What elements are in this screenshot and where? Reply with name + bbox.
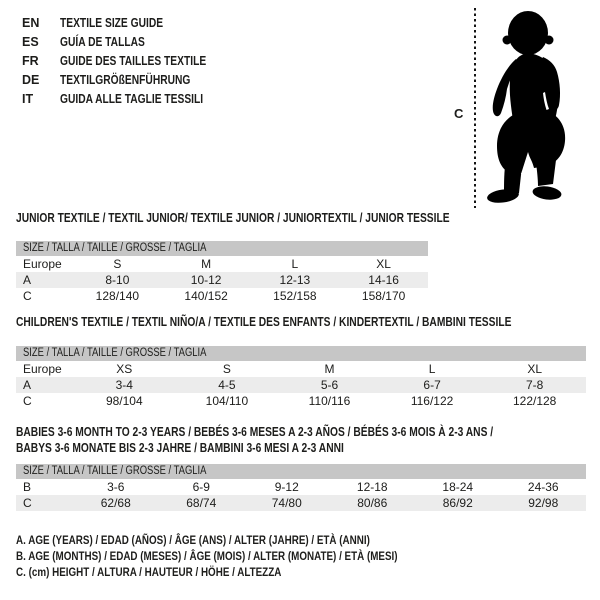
row-label: A (23, 378, 32, 392)
table-row (16, 361, 586, 377)
table-cell: L (428, 362, 436, 376)
table-cell: 8-10 (105, 273, 130, 287)
section-childrens-textile (16, 315, 586, 409)
row-label: C (23, 496, 32, 510)
table-cell: 3-4 (115, 378, 133, 392)
table-cell: S (113, 257, 122, 271)
table-row (16, 377, 586, 393)
lang-title: GUIDE DES TAILLES TEXTILE (60, 54, 207, 68)
section-title: BABIES 3-6 MONTH TO 2-3 YEARS / BEBÉS 3-6 MESES A 2-3 AÑOS / BÉBÉS 3-6 MOIS À 2-3 ANS / BABYS 3-6 MONATE BIS 2-3 JAHRE / BAMBINI 3-6 MESI A 2-3 ANNI (16, 425, 494, 455)
table-cell: 3-6 (107, 480, 125, 494)
lang-title: GUIDA ALLE TAGLIE TESSILI (60, 92, 204, 106)
lang-row-de (22, 71, 238, 90)
row-label: B (23, 480, 32, 494)
table-cell: 74/80 (271, 496, 302, 510)
table-cell: M (201, 257, 212, 271)
height-measure-dotted-line (474, 8, 476, 208)
footnote-c: C. (cm) HEIGHT / ALTURA / HAUTEUR / HÖHE / ALTEZZA (16, 565, 282, 579)
footnotes-block (16, 532, 481, 580)
table-cell: S (222, 362, 231, 376)
table-cell: M (324, 362, 335, 376)
table-cell: 12-13 (279, 273, 311, 287)
table-cell: 110/116 (308, 394, 351, 408)
lang-row-it (22, 90, 238, 109)
table-cell: 4-5 (218, 378, 236, 392)
section-babies-textile (16, 424, 586, 511)
lang-code: IT (22, 92, 34, 106)
table-cell: 7-8 (526, 378, 544, 392)
row-label: C (23, 289, 32, 303)
size-table-junior (16, 241, 428, 304)
table-cell: 152/158 (273, 289, 317, 303)
table-cell: 62/68 (100, 496, 131, 510)
table-cell: 9-12 (274, 480, 299, 494)
table-cell: XS (116, 362, 133, 376)
table-cell: 5-6 (320, 378, 339, 392)
height-marker-label: C (454, 106, 464, 121)
table-cell: XL (376, 257, 391, 271)
table-cell: 140/152 (184, 289, 228, 303)
table-row (16, 272, 428, 288)
lang-title: TEXTILGRÖßENFÜHRUNG (60, 73, 191, 87)
table-cell: 18-24 (442, 480, 474, 494)
table-cell: 10-12 (190, 273, 222, 287)
table-row (16, 393, 586, 409)
lang-row-fr (22, 52, 238, 71)
table-cell: 24-36 (527, 480, 559, 494)
footnote-b: B. AGE (MONTHS) / EDAD (MESES) / ÂGE (MOIS) / ALTER (MONATE) / ETÀ (MESI) (16, 549, 398, 563)
lang-code: FR (22, 54, 39, 68)
table-cell: 116/122 (410, 394, 454, 408)
lang-row-es (22, 33, 238, 52)
row-label: Europe (23, 257, 62, 271)
table-cell: XL (527, 362, 543, 376)
table-row (16, 256, 428, 272)
lang-row-en (22, 14, 238, 33)
lang-code: DE (22, 73, 40, 87)
table-cell: 6-9 (192, 480, 210, 494)
table-cell: 80/86 (357, 496, 388, 510)
toddler-silhouette-image (483, 8, 580, 208)
table-cell: 98/104 (105, 394, 143, 408)
table-cell: 122/128 (512, 394, 557, 408)
table-cell: L (291, 257, 299, 271)
row-label: Europe (23, 362, 62, 376)
row-label: A (23, 273, 32, 287)
table-cell: 128/140 (95, 289, 140, 303)
table-cell: 104/110 (205, 394, 249, 408)
table-cell: 14-16 (368, 273, 399, 287)
lang-code: ES (22, 35, 39, 49)
row-label: C (23, 394, 32, 408)
table-cell: 86/92 (442, 496, 473, 510)
table-cell: 6-7 (423, 378, 441, 392)
ear-left (503, 36, 512, 45)
table-cell: 158/170 (361, 289, 406, 303)
section-title: JUNIOR TEXTILE / TEXTIL JUNIOR/ TEXTILE JUNIOR / JUNIORTEXTIL / JUNIOR TESSILE (16, 211, 450, 225)
size-table-babies (16, 464, 586, 511)
footnote-a: A. AGE (YEARS) / EDAD (AÑOS) / ÂGE (ANS) / ALTER (JAHRE) / ETÀ (ANNI) (16, 533, 370, 547)
lang-code: EN (22, 16, 40, 30)
language-title-block (22, 14, 238, 109)
table-row (16, 479, 586, 495)
size-table-children (16, 346, 586, 409)
lang-title: GUÍA DE TALLAS (60, 35, 145, 49)
table-row (16, 288, 428, 304)
section-junior-textile (16, 211, 450, 304)
table-cell: 92/98 (528, 496, 559, 510)
ear-right (545, 36, 554, 45)
table-cell: 12-18 (356, 480, 388, 494)
lang-title: TEXTILE SIZE GUIDE (60, 16, 164, 30)
table-header-bar: SIZE / TALLA / TAILLE / GRÖSSE / TAGLIA (16, 346, 586, 361)
table-row (16, 495, 586, 511)
table-header-bar: SIZE / TALLA / TAILLE / GRÖSSE / TAGLIA (16, 241, 428, 256)
table-header-bar: SIZE / TALLA / TAILLE / GRÖSSE / TAGLIA (16, 464, 586, 479)
section-title: CHILDREN'S TEXTILE / TEXTIL NIÑO/A / TEXTILE DES ENFANTS / KINDERTEXTIL / BAMBINI TESSILE (16, 315, 512, 329)
table-cell: 68/74 (186, 496, 217, 510)
